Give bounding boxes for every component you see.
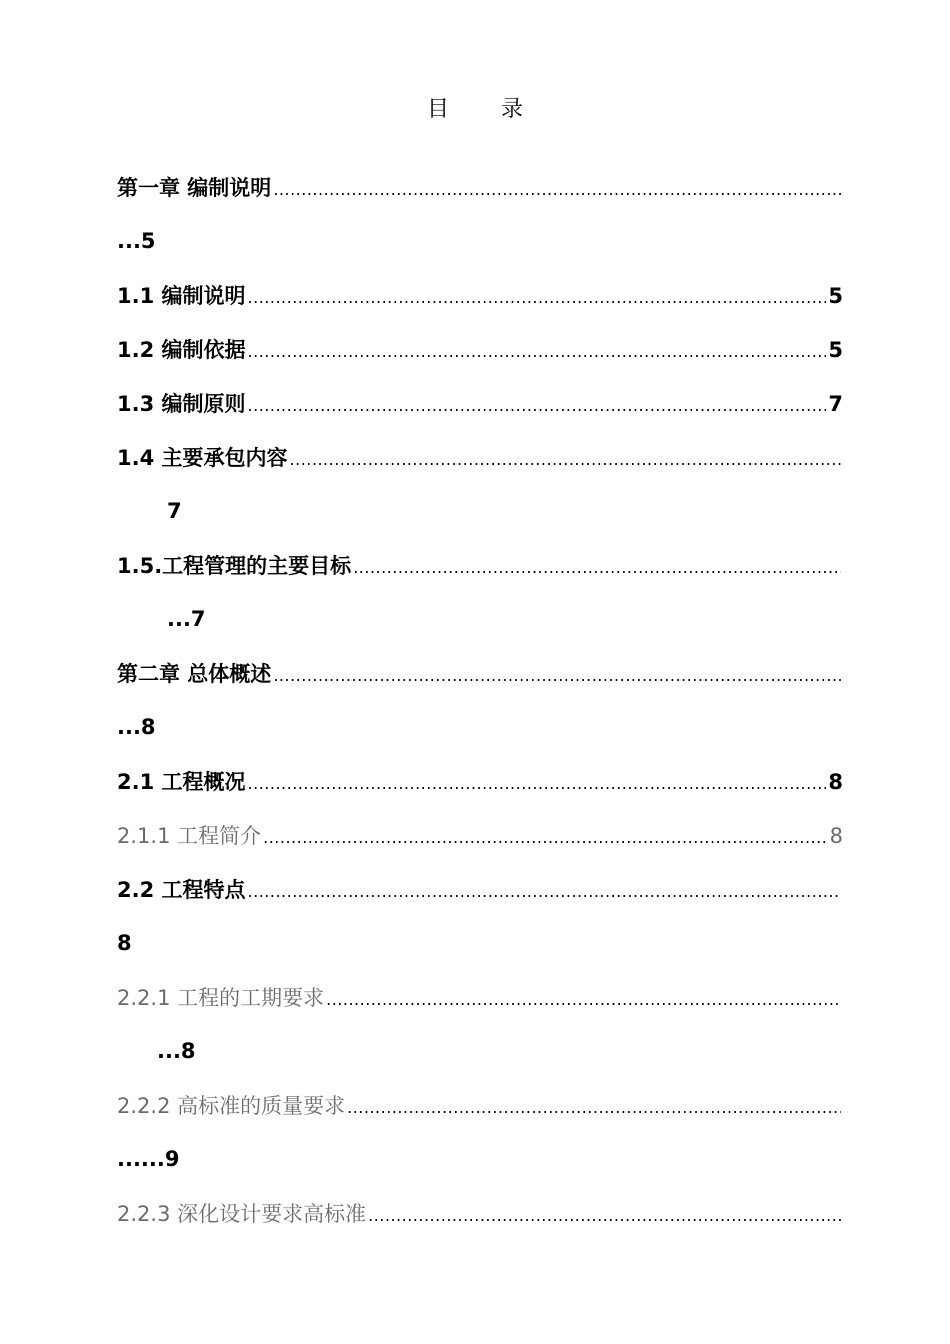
toc-leader-dots [273,666,841,685]
toc-leader-dots [368,1206,841,1225]
toc-leader-dots [248,774,827,793]
toc-continuation: 7 [167,499,182,523]
title-char-right: 录 [501,97,524,122]
toc-entry[interactable] [117,280,843,310]
toc-row[interactable] [117,538,843,592]
title-char-left: 目 [426,97,449,122]
toc-row[interactable] [117,268,843,322]
toc-row[interactable] [117,430,843,484]
toc-entry-label: 1.1 编制说明 [117,284,246,308]
toc-entry-label: 2.1 工程概况 [117,770,246,794]
toc-entry[interactable] [117,982,843,1012]
toc-entry[interactable] [117,874,843,904]
toc-row[interactable] [117,484,843,538]
toc-entry-label: 第二章 总体概述 [117,662,272,686]
toc-leader-dots [263,828,828,847]
toc-continuation: ...8 [157,1039,196,1063]
toc-entry[interactable] [117,334,843,364]
table-of-contents [117,160,843,1240]
toc-continuation: ...7 [167,607,206,631]
toc-entry[interactable] [117,1090,843,1120]
toc-row[interactable] [117,700,843,754]
toc-entry[interactable] [117,658,843,688]
toc-continuation: ...8 [117,715,156,739]
toc-entry-label: 2.1.1 工程简介 [117,824,262,848]
toc-row[interactable] [117,214,843,268]
toc-continuation: 8 [117,931,132,955]
toc-row[interactable] [117,646,843,700]
toc-entry[interactable] [117,820,843,850]
toc-entry-label: 2.2.2 高标准的质量要求 [117,1094,346,1118]
toc-leader-dots [273,180,841,199]
toc-row[interactable] [117,376,843,430]
toc-page-number: 7 [828,392,843,416]
toc-entry[interactable] [117,1198,843,1228]
toc-row[interactable] [117,808,843,862]
toc-leader-dots [248,882,841,901]
toc-entry-label: 2.2 工程特点 [117,878,246,902]
toc-entry-label: 2.2.1 工程的工期要求 [117,986,325,1010]
toc-entry[interactable] [117,388,843,418]
page-title [0,92,950,123]
toc-page-number: 8 [829,824,843,848]
toc-entry-label: 1.3 编制原则 [117,392,246,416]
toc-entry-label: 2.2.3 深化设计要求高标准 [117,1202,367,1226]
toc-page-number: 8 [828,770,843,794]
toc-leader-dots [326,990,841,1009]
toc-page-number: 5 [828,338,843,362]
toc-entry-label: 1.4 主要承包内容 [117,446,288,470]
toc-leader-dots [347,1098,841,1117]
toc-row[interactable] [117,970,843,1024]
toc-entry-label: 第一章 编制说明 [117,176,272,200]
toc-row[interactable] [117,916,843,970]
toc-entry[interactable] [117,442,843,472]
toc-continuation: ......9 [117,1147,180,1171]
toc-entry[interactable] [117,172,843,202]
toc-entry[interactable] [117,766,843,796]
toc-page-number: 5 [828,284,843,308]
toc-continuation: ...5 [117,229,156,253]
toc-row[interactable] [117,754,843,808]
toc-leader-dots [290,450,841,469]
toc-leader-dots [248,396,827,415]
toc-leader-dots [248,288,827,307]
toc-row[interactable] [117,1186,843,1240]
toc-leader-dots [248,342,827,361]
toc-row[interactable] [117,592,843,646]
toc-row[interactable] [117,1078,843,1132]
toc-entry-label: 1.2 编制依据 [117,338,246,362]
toc-row[interactable] [117,1132,843,1186]
toc-row[interactable] [117,1024,843,1078]
toc-row[interactable] [117,862,843,916]
toc-leader-dots [353,558,841,577]
toc-entry[interactable] [117,550,843,580]
toc-entry-label: 1.5.工程管理的主要目标 [117,554,352,578]
toc-row[interactable] [117,322,843,376]
toc-row[interactable] [117,160,843,214]
